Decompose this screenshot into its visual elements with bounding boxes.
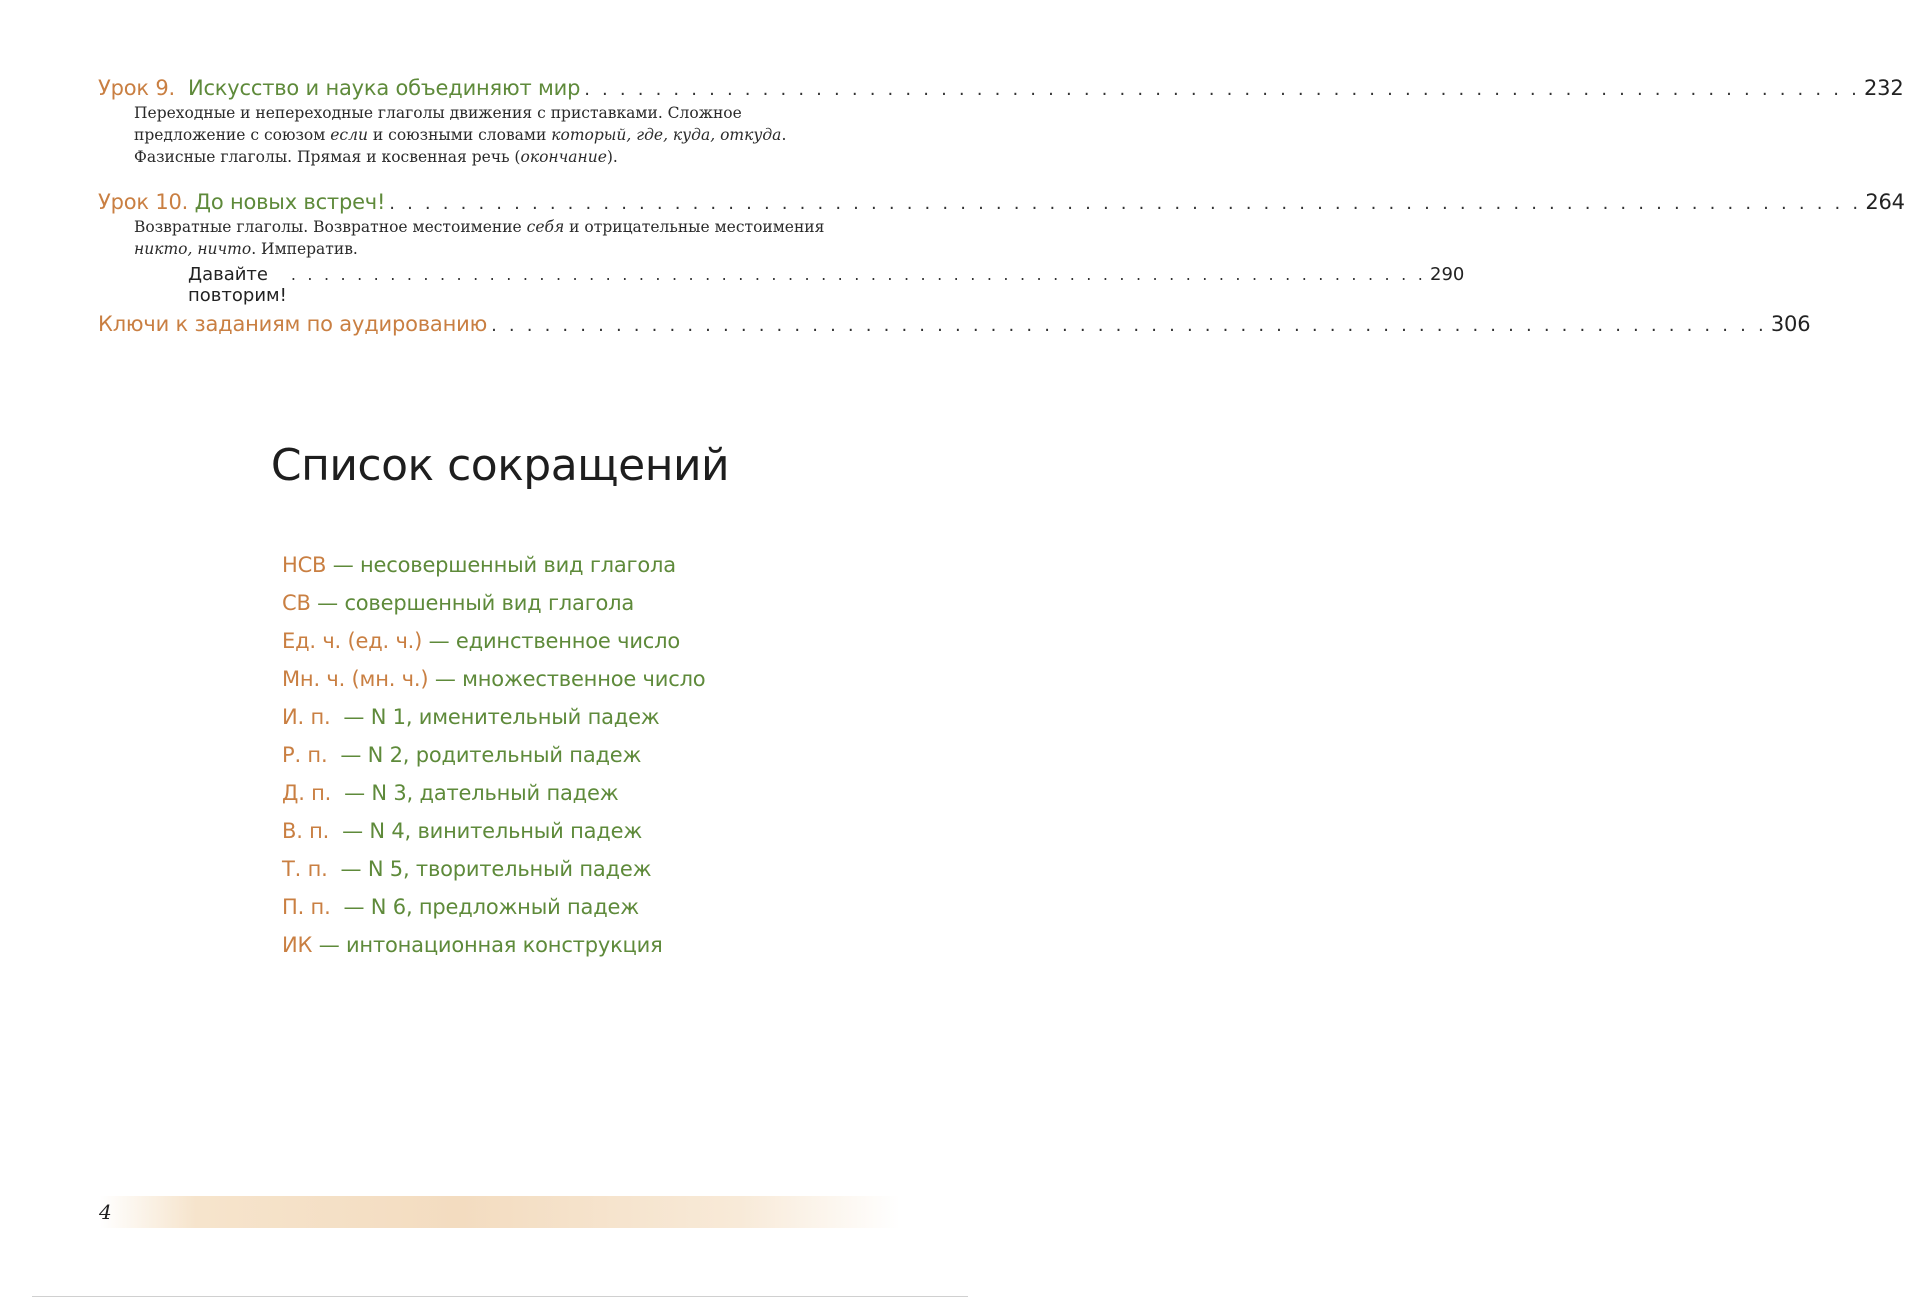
desc-text: ). <box>606 148 618 166</box>
list-item <box>282 774 705 812</box>
page-number-ref: 264 <box>1865 190 1905 214</box>
abbr-key: Д. п. <box>282 781 332 805</box>
toc-entry-lesson-9[interactable] <box>98 76 1904 168</box>
abbr-definition: N 2, родительный падеж <box>367 743 642 767</box>
abbr-definition: несовершенный вид глагола <box>360 553 676 577</box>
lesson-description <box>134 102 854 168</box>
toc-entry-keys[interactable] <box>98 312 1811 336</box>
list-item <box>282 584 705 622</box>
dot-leader: . . . . . . . . . . . . . . . . . . . . . . . . . . . . . . . . . . . . . . . . . . . . . . . . . . . . . . . . . . . . . . . . . . . . . . . . <box>584 79 1861 100</box>
desc-text: Возвратные глаголы. Возвратное местоимение <box>134 218 527 236</box>
footer-band <box>100 1196 900 1228</box>
lesson-title: Искусство и наука объединяют мир <box>187 76 581 100</box>
review-label: Давайте повторим! <box>188 264 287 306</box>
desc-italic: никто, ничто <box>134 240 252 258</box>
abbr-key: НСВ <box>282 553 327 577</box>
bottom-divider <box>32 1296 968 1297</box>
abbr-dash: — <box>331 781 372 805</box>
list-item <box>282 850 705 888</box>
abbr-definition: N 5, творительный падеж <box>367 857 652 881</box>
list-item <box>282 660 705 698</box>
list-item <box>282 812 705 850</box>
abbr-definition: множественное число <box>462 667 706 691</box>
abbr-key: И. п. <box>282 705 331 729</box>
dot-leader: . . . . . . . . . . . . . . . . . . . . . . . . . . . . . . . . . . . . . . . . . . . . . . . . . . . . . . . . . . . . . . . . . . . . . <box>290 265 1426 284</box>
desc-italic: который, где, куда, откуда <box>551 126 782 144</box>
abbr-definition: единственное число <box>455 629 680 653</box>
abbr-dash: — <box>327 857 368 881</box>
desc-text: . Фазисные глаголы. Прямая и косвенная речь ( <box>134 126 787 166</box>
page-number: 4 <box>99 1200 112 1224</box>
abbr-dash: — <box>330 895 371 919</box>
abbr-dash: — <box>330 705 371 729</box>
lesson-description <box>134 216 854 260</box>
toc-lead <box>98 76 580 100</box>
desc-italic: окончание <box>520 148 607 166</box>
abbr-key: СВ <box>282 591 311 615</box>
abbr-key: Мн. ч. (мн. ч.) <box>282 667 429 691</box>
abbr-key: В. п. <box>282 819 330 843</box>
desc-italic: если <box>330 126 368 144</box>
toc-entry-review[interactable] <box>188 264 1465 306</box>
abbr-dash: — <box>326 553 361 577</box>
lesson-title: До новых встреч! <box>194 190 386 214</box>
desc-text: и отрицательные местоимения <box>564 218 825 236</box>
abbr-key: П. п. <box>282 895 331 919</box>
abbr-dash: — <box>422 629 456 653</box>
toc-line <box>98 190 1905 214</box>
toc-line <box>98 312 1811 336</box>
abbr-definition: интонационная конструкция <box>345 933 663 957</box>
abbr-dash: — <box>428 667 463 691</box>
desc-text: Переходные и непереходные глаголы движения с приставками. Сложное предложение с союзом <box>134 104 742 144</box>
abbr-key: ИК <box>282 933 313 957</box>
abbr-definition: N 3, дательный падеж <box>371 781 619 805</box>
list-item <box>282 698 705 736</box>
abbr-dash: — <box>329 819 370 843</box>
desc-text: и союзными словами <box>367 126 552 144</box>
abbreviations-list <box>282 546 705 964</box>
abbreviations-title: Список сокращений <box>270 440 730 491</box>
dot-leader: . . . . . . . . . . . . . . . . . . . . . . . . . . . . . . . . . . . . . . . . . . . . . . . . . . . . . . . . . . . . . . . . . . . . . . . . <box>491 315 1767 336</box>
page-number-ref: 232 <box>1864 76 1904 100</box>
abbr-dash: — <box>312 933 346 957</box>
list-item <box>282 736 705 774</box>
toc-line <box>98 76 1904 100</box>
dot-leader: . . . . . . . . . . . . . . . . . . . . . . . . . . . . . . . . . . . . . . . . . . . . . . . . . . . . . . . . . . . . . . . . . . . . . . . . . . . . . . . . . . . <box>389 193 1862 214</box>
abbr-definition: N 1, именительный падеж <box>370 705 660 729</box>
toc-entry-lesson-10[interactable] <box>98 190 1905 306</box>
toc-keys-label: Ключи к заданиям по аудированию <box>98 312 488 336</box>
abbr-dash: — <box>310 591 345 615</box>
lesson-number: Урок 9. <box>98 76 175 100</box>
abbr-key: Р. п. <box>282 743 328 767</box>
abbr-definition: совершенный вид глагола <box>344 591 635 615</box>
page-number-ref: 306 <box>1770 312 1811 336</box>
list-item <box>282 888 705 926</box>
list-item <box>282 926 705 964</box>
abbr-dash: — <box>327 743 368 767</box>
abbr-definition: N 6, предложный падеж <box>370 895 639 919</box>
list-item <box>282 546 705 584</box>
desc-italic: себя <box>526 218 565 236</box>
lesson-number: Урок 10. <box>98 190 189 214</box>
abbr-key: Т. п. <box>282 857 328 881</box>
page-number-ref: 290 <box>1430 264 1465 285</box>
list-item <box>282 622 705 660</box>
abbr-key: Ед. ч. (ед. ч.) <box>282 629 423 653</box>
toc-lead <box>98 190 385 214</box>
desc-text: . Императив. <box>251 240 358 258</box>
abbr-definition: N 4, винительный падеж <box>369 819 643 843</box>
